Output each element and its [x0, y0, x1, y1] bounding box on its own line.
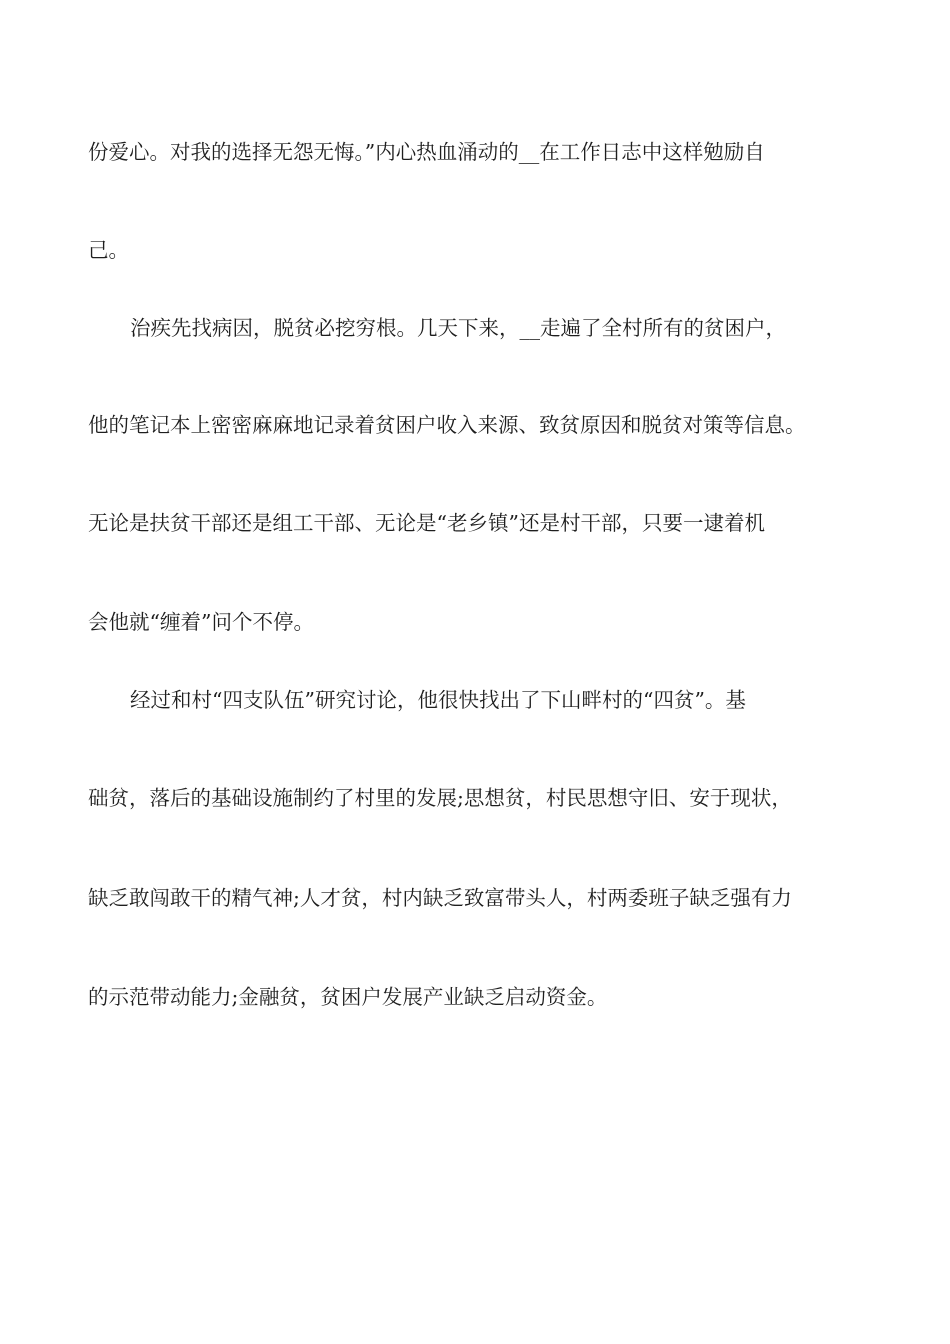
paragraph-line: 经过和村“四支队伍”研究讨论，他很快找出了下山畔村的“四贫”。基: [130, 688, 746, 712]
paragraph-line: 础贫，落后的基础设施制约了村里的发展;思想贫，村民思想守旧、安于现状，: [88, 786, 792, 810]
paragraph-line: 份爱心。对我的选择无怨无悔。”内心热血涌动的__在工作日志中这样勉励自: [88, 140, 765, 164]
paragraph-line: 他的笔记本上密密麻麻地记录着贫困户收入来源、致贫原因和脱贫对策等信息。: [88, 413, 806, 437]
paragraph-line: 治疾先找病因，脱贫必挖穷根。几天下来，__走遍了全村所有的贫困户，: [130, 316, 786, 340]
paragraph-line: 缺乏敢闯敢干的精气神;人才贫，村内缺乏致富带头人，村两委班子缺乏强有力: [88, 886, 792, 910]
paragraph-line: 己。: [88, 238, 129, 262]
paragraph-line: 的示范带动能力;金融贫，贫困户发展产业缺乏启动资金。: [88, 985, 608, 1009]
paragraph-line: 会他就“缠着”问个不停。: [88, 610, 314, 634]
paragraph-line: 无论是扶贫干部还是组工干部、无论是“老乡镇”还是村干部，只要一逮着机: [88, 511, 765, 535]
